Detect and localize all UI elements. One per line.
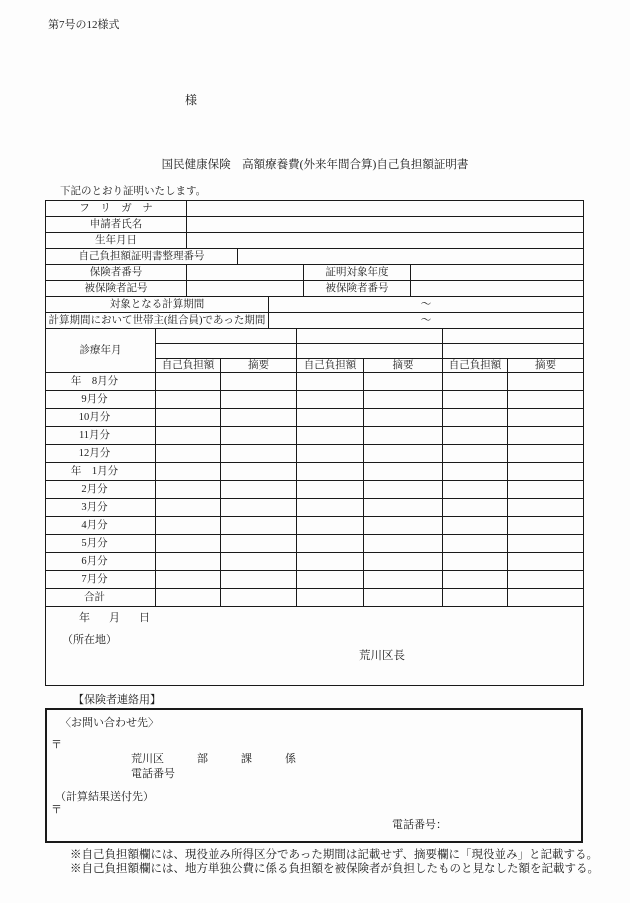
month-label: 2月分: [46, 481, 156, 499]
certificate-number-label: 自己負担額証明書整理番号: [46, 249, 238, 265]
summary-cell: [221, 553, 297, 571]
summary-cell: [508, 535, 584, 553]
month-column-header: 診療年月: [46, 329, 156, 373]
copay-cell: [156, 499, 221, 517]
summary-cell: [508, 391, 584, 409]
copay-total-cell: [443, 589, 508, 607]
postal-mark: 〒: [51, 739, 62, 751]
summary-cell: [364, 499, 443, 517]
copay-cell: [156, 571, 221, 589]
organization-line: 荒川区 部 課 係: [131, 753, 296, 765]
copay-cell: [443, 481, 508, 499]
insurer-number-row: [46, 265, 584, 281]
copay-cell: [443, 445, 508, 463]
copay-cell: [297, 391, 364, 409]
furigana-row: [46, 201, 584, 217]
summary-cell: [221, 373, 297, 391]
copay-cell: [443, 499, 508, 517]
summary-cell: [364, 571, 443, 589]
insured-symbol-label: 被保険者記号: [46, 281, 187, 297]
month-label: 4月分: [46, 517, 156, 535]
summary-header-3: 摘要: [508, 359, 584, 373]
summary-cell: [364, 589, 443, 607]
copay-cell: [297, 517, 364, 535]
summary-cell: [364, 391, 443, 409]
applicant-name-value-cell: [187, 217, 584, 233]
certificate-number-value-cell: [238, 249, 584, 265]
summary-cell: [508, 427, 584, 445]
copay-total-cell: [156, 589, 221, 607]
postal-mark-2: 〒: [51, 804, 62, 816]
group3-subheader-cell: [443, 344, 584, 359]
signature-row: [46, 607, 584, 686]
birthdate-label: 生年月日: [46, 233, 187, 249]
copay-cell: [156, 535, 221, 553]
summary-cell: [508, 445, 584, 463]
copay-cell: [443, 553, 508, 571]
month-label: 12月分: [46, 445, 156, 463]
month-label: 9月分: [46, 391, 156, 409]
copay-header-1: 自己負担額: [156, 359, 221, 373]
form-number: 第7号の12様式: [48, 19, 120, 31]
summary-cell: [221, 571, 297, 589]
target-year-value-cell: [411, 265, 584, 281]
copay-cell: [297, 463, 364, 481]
insured-symbol-value-cell: [187, 281, 304, 297]
insured-number-value-cell: [411, 281, 584, 297]
result-destination-label: （計算結果送付先）: [55, 791, 154, 803]
signature-cell: [46, 607, 584, 686]
copay-cell: [297, 409, 364, 427]
group1-subheader-cell: [156, 344, 297, 359]
copay-cell: [297, 445, 364, 463]
insurer-number-value-cell: [187, 265, 304, 281]
inquiry-label: 〈お問い合わせ先〉: [60, 717, 159, 729]
footnotes: [70, 848, 599, 876]
form-title: 国民健康保険 高額療養費(外来年間合算)自己負担額証明書: [161, 159, 469, 171]
summary-header-1: 摘要: [221, 359, 297, 373]
month-row-aug: [46, 373, 584, 391]
location-label: （所在地）: [62, 634, 117, 646]
certificate-table: [45, 200, 584, 686]
copay-cell: [297, 373, 364, 391]
summary-cell: [508, 463, 584, 481]
group2-subheader-cell: [297, 344, 443, 359]
group1-header-cell: [156, 329, 297, 344]
month-label: 年 1月分: [46, 463, 156, 481]
applicant-name-label: 申請者氏名: [46, 217, 187, 233]
month-row-jul: [46, 571, 584, 589]
summary-cell: [508, 571, 584, 589]
summary-cell: [221, 499, 297, 517]
birthdate-value-cell: [187, 233, 584, 249]
total-row: [46, 589, 584, 607]
month-row-may: [46, 535, 584, 553]
month-label: 11月分: [46, 427, 156, 445]
issue-date-label: 年 月 日: [79, 612, 154, 624]
mayor-name: 荒川区長: [359, 650, 405, 662]
month-row-mar: [46, 499, 584, 517]
group3-header-cell: [443, 329, 584, 344]
phone-number-label: 電話番号: [131, 768, 175, 780]
copay-cell: [156, 445, 221, 463]
calculation-period-value-cell: ～: [269, 297, 584, 313]
copay-cell: [297, 553, 364, 571]
summary-cell: [364, 373, 443, 391]
summary-cell: [364, 427, 443, 445]
month-label: 7月分: [46, 571, 156, 589]
target-year-label: 証明対象年度: [304, 265, 411, 281]
certificate-number-row: [46, 249, 584, 265]
summary-cell: [508, 589, 584, 607]
summary-cell: [221, 463, 297, 481]
copay-cell: [156, 373, 221, 391]
insurer-contact-box: [45, 708, 583, 843]
month-row-oct: [46, 409, 584, 427]
summary-cell: [364, 553, 443, 571]
applicant-name-row: [46, 217, 584, 233]
insured-symbol-row: [46, 281, 584, 297]
summary-cell: [364, 517, 443, 535]
summary-cell: [221, 517, 297, 535]
householder-period-label: 計算期間において世帯主(組合員)であった期間: [46, 313, 269, 329]
summary-cell: [221, 481, 297, 499]
insurer-header-row-1: [46, 329, 584, 344]
copay-cell: [297, 571, 364, 589]
total-label: 合計: [46, 589, 156, 607]
summary-cell: [221, 535, 297, 553]
copay-cell: [156, 463, 221, 481]
summary-cell: [221, 427, 297, 445]
summary-cell: [221, 409, 297, 427]
copay-total-cell: [297, 589, 364, 607]
copay-cell: [156, 517, 221, 535]
copay-cell: [443, 535, 508, 553]
month-label: 3月分: [46, 499, 156, 517]
summary-cell: [221, 391, 297, 409]
copay-cell: [443, 517, 508, 535]
copay-cell: [297, 535, 364, 553]
copay-cell: [443, 409, 508, 427]
copay-cell: [156, 409, 221, 427]
month-row-apr: [46, 517, 584, 535]
month-row-jun: [46, 553, 584, 571]
month-row-nov: [46, 427, 584, 445]
month-row-jan: [46, 463, 584, 481]
copay-cell: [297, 427, 364, 445]
month-row-dec: [46, 445, 584, 463]
summary-cell: [508, 553, 584, 571]
copay-cell: [156, 553, 221, 571]
furigana-value-cell: [187, 201, 584, 217]
summary-cell: [364, 445, 443, 463]
copay-cell: [156, 481, 221, 499]
summary-header-2: 摘要: [364, 359, 443, 373]
copay-header-2: 自己負担額: [297, 359, 364, 373]
summary-cell: [364, 481, 443, 499]
footnote-2: ※自己負担額欄には、地方単独公費に係る負担額を被保険者が負担したものと見なした額を記載する。: [70, 863, 599, 875]
summary-cell: [508, 517, 584, 535]
copay-cell: [156, 427, 221, 445]
calculation-period-row: [46, 297, 584, 313]
summary-cell: [508, 373, 584, 391]
footnote-1: ※自己負担額欄には、現役並み所得区分であった期間は記載せず、摘要欄に「現役並み」と記載する。: [70, 849, 598, 861]
furigana-label: フ リ ガ ナ: [46, 201, 187, 217]
intro-text: 下記のとおり証明いたします。: [60, 186, 207, 197]
summary-cell: [221, 589, 297, 607]
householder-period-row: [46, 313, 584, 329]
insurer-number-label: 保険者番号: [46, 265, 187, 281]
copay-cell: [297, 499, 364, 517]
summary-cell: [364, 409, 443, 427]
summary-cell: [221, 445, 297, 463]
copay-cell: [443, 373, 508, 391]
copay-cell: [443, 391, 508, 409]
copay-cell: [443, 427, 508, 445]
month-row-sep: [46, 391, 584, 409]
summary-cell: [364, 463, 443, 481]
month-label: 10月分: [46, 409, 156, 427]
householder-period-value-cell: ～: [269, 313, 584, 329]
copay-header-3: 自己負担額: [443, 359, 508, 373]
copay-cell: [443, 571, 508, 589]
phone-number-label-2: 電話番号：: [392, 819, 447, 831]
copay-cell: [156, 391, 221, 409]
calculation-period-label: 対象となる計算期間: [46, 297, 269, 313]
month-label: 6月分: [46, 553, 156, 571]
copay-cell: [443, 463, 508, 481]
copay-cell: [297, 481, 364, 499]
summary-cell: [508, 481, 584, 499]
month-row-feb: [46, 481, 584, 499]
group2-header-cell: [297, 329, 443, 344]
month-label: 年 8月分: [46, 373, 156, 391]
birthdate-row: [46, 233, 584, 249]
insurer-contact-section-title: 【保険者連絡用】: [73, 694, 161, 706]
addressee-suffix: 様: [185, 93, 198, 107]
month-label: 5月分: [46, 535, 156, 553]
summary-cell: [508, 499, 584, 517]
insured-number-label: 被保険者番号: [304, 281, 411, 297]
summary-cell: [508, 409, 584, 427]
summary-cell: [364, 535, 443, 553]
